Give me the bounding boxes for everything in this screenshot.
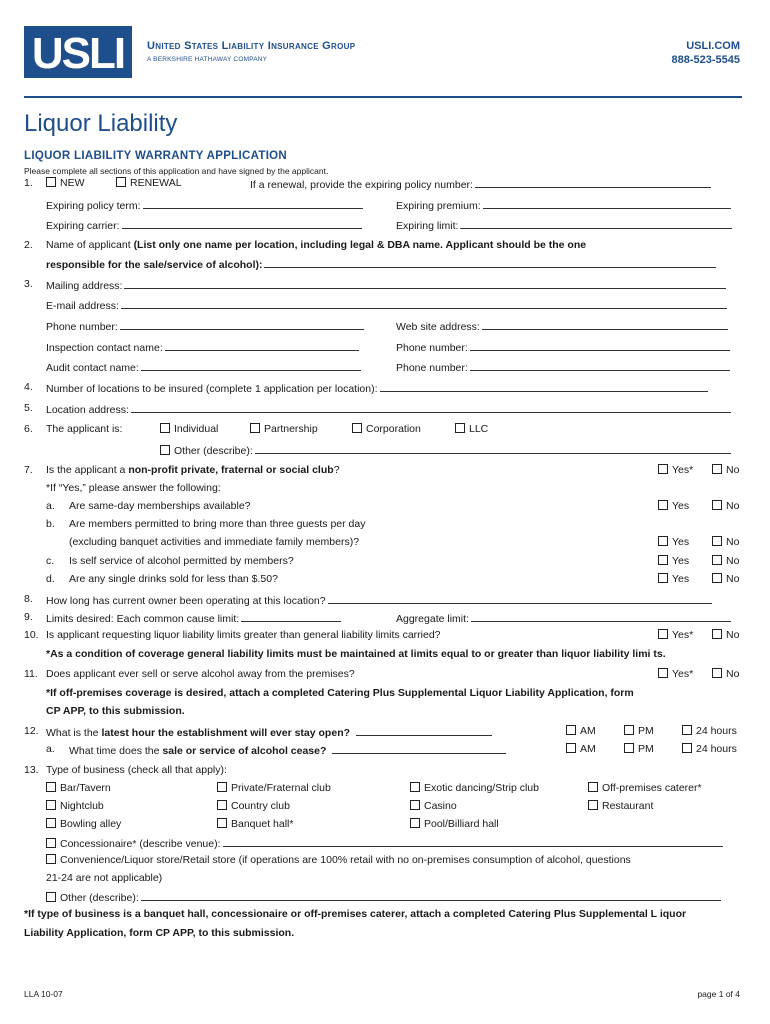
q12a-am-label: AM (580, 743, 596, 755)
q12a-24h-option[interactable] (682, 743, 737, 755)
q7c-text: Is self service of alcohol permitted by members? (69, 555, 294, 567)
q7d-label: d. (46, 573, 55, 585)
company-url[interactable]: USLI.COM (686, 40, 740, 52)
header-divider (24, 96, 742, 98)
nightclub-checkbox[interactable] (46, 800, 56, 810)
q7c-no-checkbox[interactable] (712, 555, 722, 565)
convenience-store-option[interactable] (46, 854, 631, 866)
restaurant-option[interactable] (588, 800, 653, 812)
casino-checkbox[interactable] (410, 800, 420, 810)
q11-text: Does applicant ever sell or serve alcohol away from the premises? (46, 668, 355, 680)
website-label: Web site address: (396, 321, 480, 333)
q12-24h-option[interactable] (682, 725, 737, 737)
q12a-am-option[interactable] (566, 743, 596, 755)
q7b-label: b. (46, 518, 55, 530)
q7c-label: c. (46, 555, 55, 567)
q10-no-label: No (726, 629, 740, 641)
individual-checkbox[interactable] (160, 423, 170, 433)
q2-number: 2. (24, 239, 33, 251)
off-premises-caterer-option[interactable] (588, 782, 702, 794)
pool-billiard-label: Pool/Billiard hall (424, 818, 499, 830)
q7a-yes-checkbox[interactable] (658, 500, 668, 510)
q1-number: 1. (24, 177, 33, 189)
private-club-label: Private/Fraternal club (231, 782, 331, 794)
corporation-label: Corporation (366, 423, 421, 435)
q12-am-option[interactable] (566, 725, 596, 737)
q7-number: 7. (24, 464, 33, 476)
new-checkbox[interactable] (46, 177, 56, 187)
expiring-premium-label: Expiring premium: (396, 200, 481, 212)
q7b-yes-label: Yes (672, 536, 690, 548)
page-number: page 1 of 4 (697, 989, 740, 999)
form-id: LLA 10-07 (24, 989, 63, 999)
q10-note: *As a condition of coverage general liability limits must be maintained at limits equal to or greater than liquor liability limi ts. (46, 648, 666, 660)
q13-text: Type of business (check all that apply): (46, 764, 227, 776)
renewal-prompt: If a renewal, provide the expiring policy number: (250, 179, 473, 191)
q12-pm-option[interactable] (624, 725, 654, 737)
mailing-address-field[interactable] (46, 278, 726, 292)
company-name: United States Liability Insurance Group (147, 40, 356, 52)
casino-option[interactable] (410, 800, 457, 812)
other-business-option[interactable] (46, 890, 721, 904)
off-premises-caterer-checkbox[interactable] (588, 782, 598, 792)
bowling-alley-option[interactable] (46, 818, 121, 830)
expiring-premium-field[interactable] (396, 198, 731, 212)
restaurant-label: Restaurant (602, 800, 654, 812)
q11-yes-label: Yes* (672, 668, 694, 680)
q7b-no-label: No (726, 536, 740, 548)
q11-yes-checkbox[interactable] (658, 668, 668, 678)
renewal-label: RENEWAL (130, 177, 182, 189)
q7a-yes-option[interactable] (658, 500, 689, 512)
expiring-carrier-field[interactable] (46, 218, 362, 232)
q12-am-label: AM (580, 725, 596, 737)
convenience-store-label: Convenience/Liquor store/Retail store (if operations are 100% retail with no on-premises consumption of alcohol, questions (60, 854, 631, 866)
company-subtitle: A BERKSHIRE HATHAWAY COMPANY (147, 56, 268, 63)
banquet-hall-label: Banquet hall* (231, 818, 294, 830)
casino-label: Casino (424, 800, 457, 812)
form-instructions: Please complete all sections of this application and have signed by the applicant. (24, 166, 329, 176)
pool-billiard-option[interactable] (410, 818, 499, 830)
q12-pm-checkbox[interactable] (624, 725, 634, 735)
partnership-option[interactable] (250, 423, 318, 435)
q7d-yes-label: Yes (672, 573, 690, 585)
q11-number: 11. (24, 668, 38, 680)
expiring-limit-label: Expiring limit: (396, 220, 459, 232)
operating-duration-field[interactable] (46, 593, 712, 607)
q11-note-line1: *If off-premises coverage is desired, attach a completed Catering Plus Supplemental Liquor Liability Application, form (46, 687, 634, 699)
expiring-policy-term-field[interactable] (46, 198, 363, 212)
private-club-option[interactable] (217, 782, 331, 794)
renewal-policy-field[interactable] (250, 177, 711, 191)
q12-number: 12. (24, 725, 39, 737)
q7c-no-label: No (726, 555, 740, 567)
concessionaire-checkbox[interactable] (46, 838, 56, 848)
exotic-dancing-label: Exotic dancing/Strip club (424, 782, 539, 794)
q11-no-option[interactable] (712, 668, 739, 680)
llc-option[interactable] (455, 423, 488, 435)
q12a-24h-checkbox[interactable] (682, 743, 692, 753)
llc-label: LLC (469, 423, 489, 435)
q11-no-label: No (726, 668, 740, 680)
q1-renewal-option[interactable] (116, 177, 182, 189)
banquet-hall-option[interactable] (217, 818, 293, 830)
inspection-contact-field[interactable] (46, 340, 359, 354)
q10-no-checkbox[interactable] (712, 629, 722, 639)
exotic-dancing-checkbox[interactable] (410, 782, 420, 792)
page-title: Liquor Liability (24, 110, 178, 137)
q10-yes-label: Yes* (672, 629, 694, 641)
country-club-option[interactable] (217, 800, 290, 812)
q6-label: The applicant is: (46, 423, 123, 435)
q2-text-line1: Name of applicant (List only one name per location, including legal & DBA name. Applicant should be the one (46, 239, 587, 251)
q1-new-option[interactable] (46, 177, 85, 189)
q7a-no-checkbox[interactable] (712, 500, 722, 510)
usli-logo (24, 26, 132, 78)
q7-yes-option[interactable] (658, 464, 693, 476)
aggregate-limit-field[interactable] (396, 611, 731, 625)
q9-number: 9. (24, 611, 33, 623)
expiring-carrier-label: Expiring carrier: (46, 220, 120, 232)
q7a-yes-label: Yes (672, 500, 690, 512)
q2-text-line2: responsible for the sale/service of alcohol): (46, 259, 263, 271)
partnership-checkbox[interactable] (250, 423, 260, 433)
applicant-name-field[interactable] (46, 257, 716, 271)
q7a-no-label: No (726, 500, 740, 512)
email-address-field[interactable] (46, 298, 727, 312)
q13-note-line1: *If type of business is a banquet hall, concessionaire or off-premises caterer, attach a completed Catering Plus Supplemental L iquor (24, 908, 687, 920)
other-business-label: Other (describe): (60, 892, 139, 904)
bowling-alley-checkbox[interactable] (46, 818, 56, 828)
locations-count-field[interactable] (46, 381, 708, 395)
q12-24h-label: 24 hours (696, 725, 737, 737)
email-label: E-mail address: (46, 300, 119, 312)
nightclub-option[interactable] (46, 800, 104, 812)
pool-billiard-checkbox[interactable] (410, 818, 420, 828)
q7-yes-label: Yes* (672, 464, 694, 476)
alcohol-cease-field[interactable] (69, 743, 506, 757)
phone-label: Phone number: (46, 321, 118, 333)
corporation-option[interactable] (352, 423, 421, 435)
q7d-yes-checkbox[interactable] (658, 573, 668, 583)
restaurant-checkbox[interactable] (588, 800, 598, 810)
other-entity-checkbox[interactable] (160, 445, 170, 455)
q12a-24h-label: 24 hours (696, 743, 737, 755)
q7d-no-checkbox[interactable] (712, 573, 722, 583)
inspection-phone-field[interactable] (396, 340, 730, 354)
q6-number: 6. (24, 423, 33, 435)
q4-label: Number of locations to be insured (complete 1 application per location): (46, 383, 378, 395)
corporation-checkbox[interactable] (352, 423, 362, 433)
q7c-yes-checkbox[interactable] (658, 555, 668, 565)
q7b-no-checkbox[interactable] (712, 536, 722, 546)
new-label: NEW (60, 177, 85, 189)
q8-label: How long has current owner been operating at this location? (46, 595, 326, 607)
audit-label: Audit contact name: (46, 362, 139, 374)
inspection-label: Inspection contact name: (46, 342, 163, 354)
q10-number: 10. (24, 629, 39, 641)
q8-number: 8. (24, 593, 33, 605)
q10-yes-option[interactable] (658, 629, 693, 641)
llc-checkbox[interactable] (455, 423, 465, 433)
banquet-hall-checkbox[interactable] (217, 818, 227, 828)
common-cause-limit-field[interactable] (46, 611, 341, 625)
private-club-checkbox[interactable] (217, 782, 227, 792)
bar-tavern-option[interactable] (46, 782, 111, 794)
q7d-no-option[interactable] (712, 573, 739, 585)
q7d-no-label: No (726, 573, 740, 585)
q7-if-yes: *If “Yes,” please answer the following: (46, 482, 221, 494)
country-club-label: Country club (231, 800, 290, 812)
q11-note-line2: CP APP, to this submission. (46, 705, 185, 717)
expiring-policy-term-label: Expiring policy term: (46, 200, 141, 212)
form-subtitle: LIQUOR LIABILITY WARRANTY APPLICATION (24, 150, 288, 162)
q10-yes-checkbox[interactable] (658, 629, 668, 639)
concessionaire-label: Concessionaire* (describe venue): (60, 838, 221, 850)
q12a-am-checkbox[interactable] (566, 743, 576, 753)
q5-number: 5. (24, 402, 33, 414)
q4-number: 4. (24, 381, 33, 393)
q12a-bold: sale or service of alcohol cease? (162, 745, 327, 757)
renewal-checkbox[interactable] (116, 177, 126, 187)
q7c-yes-label: Yes (672, 555, 690, 567)
q7-no-option[interactable] (712, 464, 739, 476)
q12a-prefix: What time does the (69, 745, 163, 757)
q12-24h-checkbox[interactable] (682, 725, 692, 735)
q7a-no-option[interactable] (712, 500, 739, 512)
q12-am-checkbox[interactable] (566, 725, 576, 735)
q7d-yes-option[interactable] (658, 573, 689, 585)
other-business-checkbox[interactable] (46, 892, 56, 902)
logo-text: USLI (31, 29, 125, 78)
expiring-limit-field[interactable] (396, 218, 732, 232)
q7-yes-checkbox[interactable] (658, 464, 668, 474)
q10-no-option[interactable] (712, 629, 739, 641)
bar-tavern-checkbox[interactable] (46, 782, 56, 792)
website-field[interactable] (396, 319, 728, 333)
q7b-text-line2: (excluding banquet activities and immediate family members)? (69, 536, 360, 548)
nightclub-label: Nightclub (60, 800, 104, 812)
phone-number-field[interactable] (46, 319, 364, 333)
q7c-yes-option[interactable] (658, 555, 689, 567)
q7-no-label: No (726, 464, 740, 476)
q13-number: 13. (24, 764, 39, 776)
audit-contact-field[interactable] (46, 360, 361, 374)
q12a-pm-checkbox[interactable] (624, 743, 634, 753)
exotic-dancing-option[interactable] (410, 782, 539, 794)
individual-option[interactable] (160, 423, 218, 435)
q7b-text-line1: Are members permitted to bring more than three guests per day (69, 518, 366, 530)
q11-no-checkbox[interactable] (712, 668, 722, 678)
q12-prefix: What is the (46, 727, 102, 739)
q7a-text: Are same-day memberships available? (69, 500, 251, 512)
audit-phone-label: Phone number: (396, 362, 468, 374)
location-address-field[interactable] (46, 402, 731, 416)
q9-label: Limits desired: Each common cause limit: (46, 613, 240, 625)
q11-yes-option[interactable] (658, 668, 693, 680)
individual-label: Individual (174, 423, 219, 435)
q12a-pm-label: PM (638, 743, 654, 755)
partnership-label: Partnership (264, 423, 318, 435)
concessionaire-option[interactable] (46, 836, 723, 850)
other-entity-option[interactable] (160, 443, 731, 457)
q7b-yes-checkbox[interactable] (658, 536, 668, 546)
q7-text: Is the applicant a non-profit private, fraternal or social club? (46, 464, 340, 476)
aggregate-label: Aggregate limit: (396, 613, 469, 625)
q5-label: Location address: (46, 404, 129, 416)
company-phone: 888-523-5545 (671, 54, 740, 66)
q7a-label: a. (46, 500, 55, 512)
q7b-yes-option[interactable] (658, 536, 689, 548)
q12-bold: latest hour the establishment will ever stay open? (101, 727, 351, 739)
q13-note-line2: Liability Application, form CP APP, to this submission. (24, 927, 295, 939)
q12-pm-label: PM (638, 725, 654, 737)
off-premises-caterer-label: Off-premises caterer* (602, 782, 702, 794)
q12a-pm-option[interactable] (624, 743, 654, 755)
audit-phone-field[interactable] (396, 360, 730, 374)
q3-number: 3. (24, 278, 33, 290)
q10-text: Is applicant requesting liquor liability limits greater than general liability limits carried? (46, 629, 441, 641)
bowling-alley-label: Bowling alley (60, 818, 122, 830)
other-entity-label: Other (describe): (174, 445, 253, 457)
q7c-no-option[interactable] (712, 555, 739, 567)
inspection-phone-label: Phone number: (396, 342, 468, 354)
latest-hour-field[interactable] (46, 725, 492, 739)
mailing-label: Mailing address: (46, 280, 123, 292)
country-club-checkbox[interactable] (217, 800, 227, 810)
q7b-no-option[interactable] (712, 536, 739, 548)
convenience-store-label-line2: 21-24 are not applicable) (46, 872, 163, 884)
bar-tavern-label: Bar/Tavern (60, 782, 111, 794)
convenience-store-checkbox[interactable] (46, 854, 56, 864)
q7d-text: Are any single drinks sold for less than $.50? (69, 573, 278, 585)
q12a-label: a. (46, 743, 55, 755)
q7-no-checkbox[interactable] (712, 464, 722, 474)
